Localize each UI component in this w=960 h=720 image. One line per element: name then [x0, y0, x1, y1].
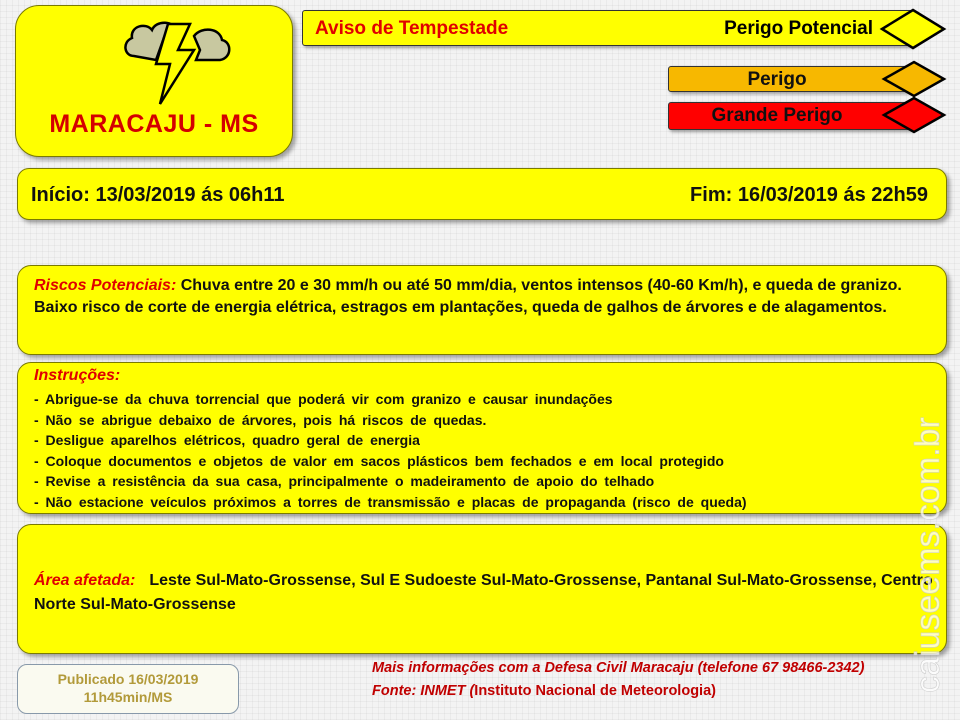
source-text	[372, 683, 716, 699]
warning-level-potential	[302, 10, 914, 46]
risks-panel	[17, 265, 947, 355]
affected-area-text-block	[34, 569, 934, 617]
diamond-potential-icon	[878, 8, 948, 50]
risks-label: Riscos Potenciais:	[34, 277, 177, 294]
more-info-text: Mais informações com a Defesa Civil Maracaju (telefone 67 98466-2342)	[372, 660, 865, 676]
risks-description: Chuva entre 20 e 30 mm/h ou até 50 mm/dia, ventos intensos (40-60 Km/h), e queda de granizo. Baixo risco de corte de energia elétrica, estragos em plantações, queda de galhos de árvores e de alagamentos.	[34, 277, 902, 316]
diamond-great-danger-icon	[880, 96, 948, 134]
instruction-item: - Não estacione veículos próximos a torres de transmissão e placas de propaganda (risco de queda)	[34, 493, 747, 510]
affected-area-description: Leste Sul-Mato-Grossense, Sul E Sudoeste Sul-Mato-Grossense, Pantanal Sul-Mato-Grossense, Centro Norte Sul-Mato-Grossense	[34, 572, 933, 613]
instruction-item: - Abrigue-se da chuva torrencial que poderá vir com granizo e causar inundações	[34, 391, 613, 407]
watermark	[895, 405, 955, 695]
published-time: 11h45min/MS	[83, 689, 173, 705]
source-label: Fonte: INMET (	[372, 683, 475, 699]
instruction-item: - Não se abrigue debaixo de árvores, pois há riscos de quedas.	[34, 411, 487, 428]
instruction-item: - Coloque documentos e objetos de valor em sacos plásticos bem fechados e em local protegido	[34, 452, 724, 469]
warning-level-danger-label: Perigo	[747, 69, 807, 90]
warning-level-great-danger	[668, 102, 914, 130]
city-name: MARACAJU - MS	[49, 110, 259, 138]
warning-level-danger	[668, 66, 914, 92]
affected-area-label: Área afetada:	[34, 572, 136, 589]
risks-text-block	[34, 275, 928, 319]
affected-area-panel	[17, 524, 947, 654]
instructions-title: Instruções:	[34, 367, 121, 384]
period-start: Início: 13/03/2019 ás 06h11	[31, 184, 285, 206]
warning-level-potential-label: Perigo Potencial	[724, 18, 873, 39]
city-panel	[15, 5, 293, 157]
instructions-panel	[17, 362, 947, 514]
instruction-item: - Revise a resistência da sua casa, principalmente o madeiramento de apoio do telhado	[34, 473, 655, 489]
source-name: Instituto Nacional de Meteorologia)	[474, 683, 716, 699]
instructions-list	[34, 389, 747, 512]
diamond-danger-icon	[880, 60, 948, 98]
period-panel	[17, 168, 947, 220]
published-date: Publicado 16/03/2019	[57, 671, 199, 687]
storm-cloud-lightning-icon	[116, 16, 236, 108]
instruction-item: - Desligue aparelhos elétricos, quadro geral de energia	[34, 432, 420, 448]
warning-title: Aviso de Tempestade	[315, 18, 509, 39]
published-badge	[17, 664, 239, 714]
warning-level-great-danger-label: Grande Perigo	[711, 105, 843, 126]
watermark-text: caiuseems.com.br	[909, 417, 947, 693]
period-end: Fim: 16/03/2019 ás 22h59	[690, 184, 928, 206]
